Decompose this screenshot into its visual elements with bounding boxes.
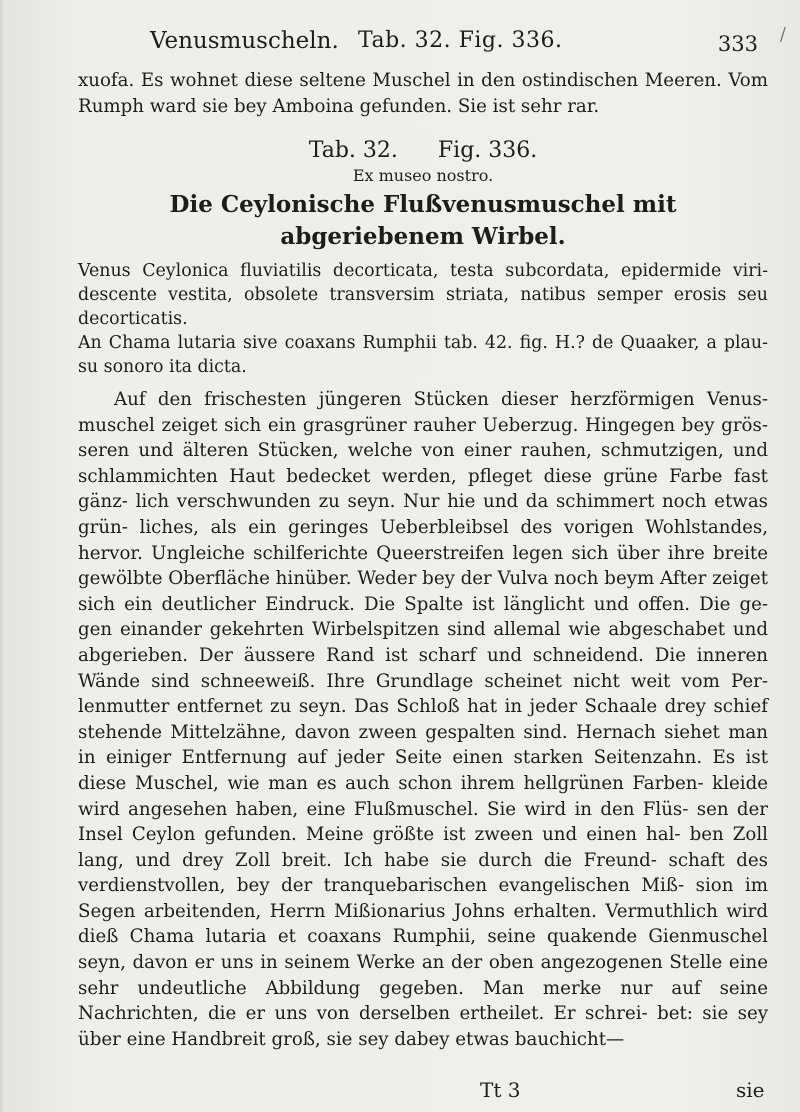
provenance-line: Ex musео nostro. bbox=[352, 166, 494, 185]
text-block bbox=[78, 68, 768, 1052]
plate-fig: Fig. 336. bbox=[437, 138, 538, 163]
running-header bbox=[90, 22, 760, 58]
catchword: sie bbox=[736, 1078, 765, 1102]
edge-mark: / bbox=[779, 24, 786, 45]
page-edge bbox=[0, 0, 3, 1112]
latin-synonym: An Chama lutaria sive coaxans Rumphii tab. 42. fig. H.? de Quaaker, a plau- su sonoro ita dicta. bbox=[78, 333, 768, 377]
latin-diagnosis: Venus Ceylonica fluviatilis decorticata, testa subcordata, epidermide viri- descente vestita, obsolete transversim striata, natibus semper erosis seu decorticatis. bbox=[78, 261, 768, 329]
intro-paragraph: xuofa. Es wohnet diese seltene Muschel in den ostindischen Meeren. Vom Rumph ward sie bey Amboina gefunden. Sie ist sehr rar. bbox=[78, 70, 768, 117]
description-paragraph: Auf den frischesten jüngeren Stücken dieser herzförmigen Venus- muschel zeiget sich ein grasgrüner rauher Ueberzug. Hingegen bey grös- seren und älteren Stücken, welche von einer rauhen, schmutzigen, und schlammichten Haut bedecket werden, pfleget diese grüne Farbe fast gänz- lich verschwunden zu seyn. Nur hie und da schimmert noch etwas grün- liches, als ein geringes Ueberbleibsel des vorigen Wohlstandes, hervor. Ungleiche schilferichte Queerstreifen legen sich über ihre breite gewölbte Oberfläche hinüber. Weder bey der Vulva noch beym After zeiget sich ein deutlicher Eindruck. Die Spalte ist länglicht und offen. Die ge- gen einander gekehrten Wirbelspitzen sind allemal wie abgeschabet und abgerieben. Der äussere Rand ist scharf und schneidend. Die inneren Wände sind schneeweiß. Ihre Grundlage scheinet nicht weit vom Per- lenmutter entfernet zu seyn. Das Schloß hat in jeder Schaale drey schief stehende Mittelzähne, davon zween gespalten sind. Hernach siehet man in einiger Entfernung auf jeder Seite einen starken Seitenzahn. Es ist diese Muschel, wie man es auch schon ihrem hellgrünen Farben- kleide wird angesehen haben, eine Flußmuschel. Sie wird in den Flüs- sen der Insel Ceylon gefunden. Meine größte ist zween und einen hal- ben Zoll lang, und drey Zoll breit. Ich habe sie durch die Freund- schaft des verdienstvollen, bey der tranquebarischen evangelischen Miß- sion im Segen arbeitenden, Herrn Mißionarius Johns erhalten. Vermuthlich wird dieß Chama lutaria et coaxans Rumphii, seine quakende Gienmuschel seyn, davon er uns in seinem Werke an der oben angezogenen Stelle eine sehr undeutliche Abbildung gegeben. Man merke nur auf seine Nachrichten, die er uns von derselben ertheilet. Er schrei- bet: sie sey über eine Handbreit groß, sie sey dabey etwas bauchicht— bbox=[78, 389, 768, 1050]
plate-tab: Tab. 32. bbox=[308, 138, 398, 163]
plate-reference: Tab. 32. Fig. 336. bbox=[358, 28, 563, 53]
plate-line bbox=[78, 137, 768, 165]
signature-mark: Tt 3 bbox=[480, 1078, 521, 1102]
page-number: 333 bbox=[717, 32, 758, 56]
running-title: Venusmuscheln. bbox=[150, 28, 339, 54]
section-title: Die Ceylonische Flußvenusmuschel mit abgeriebenem Wirbel. bbox=[169, 191, 677, 250]
